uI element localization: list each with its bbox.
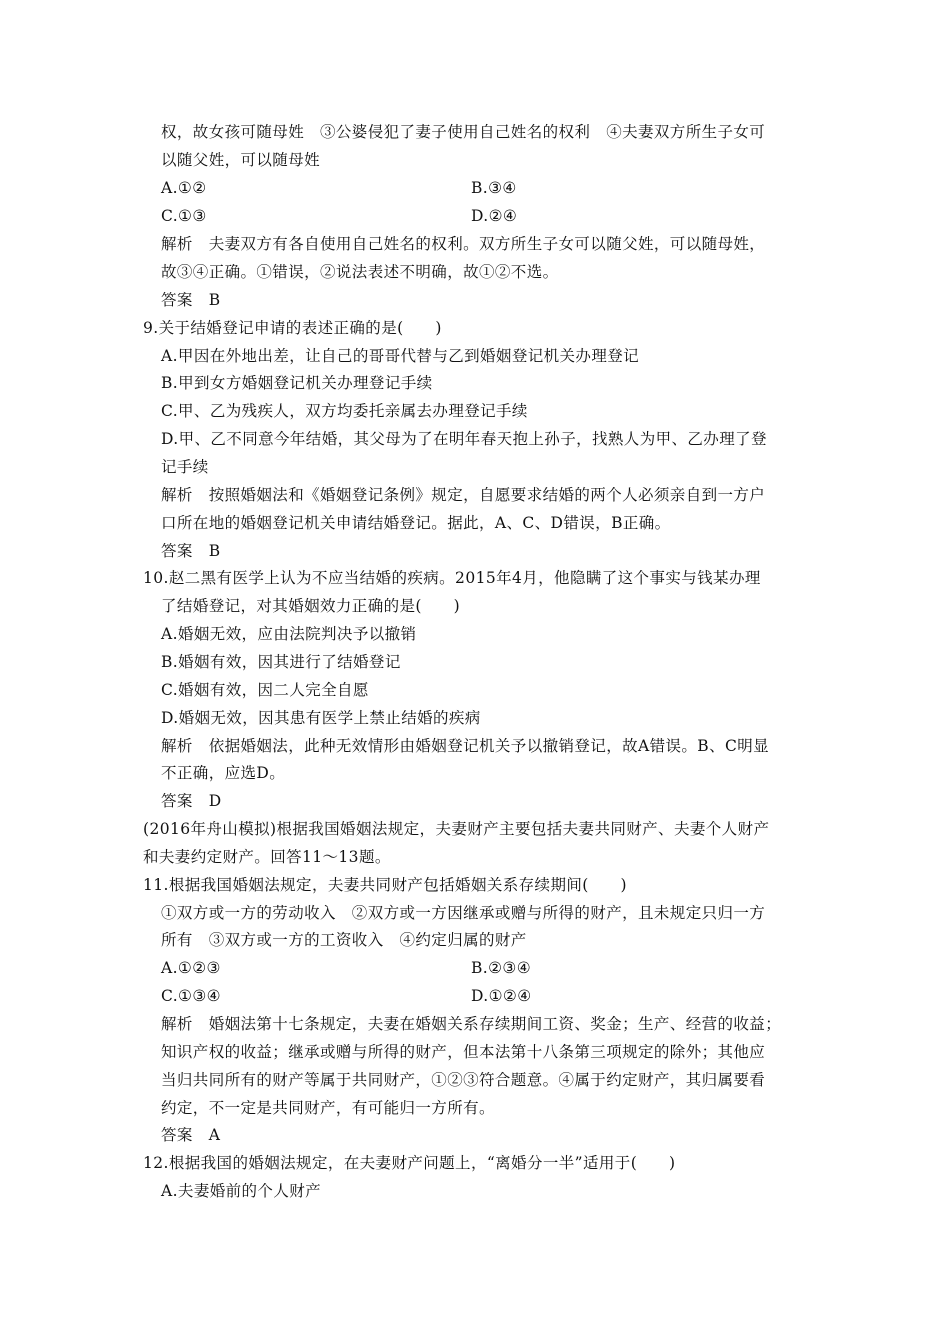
text-line: 以随父姓，可以随母姓 — [161, 151, 321, 169]
answer-line: 答案 B — [161, 542, 221, 560]
option-b: B.婚姻有效，因其进行了结婚登记 — [161, 653, 401, 671]
analysis-line: 约定，不一定是共同财产，有可能归一方所有。 — [161, 1099, 495, 1117]
option-a: A.夫妻婚前的个人财产 — [161, 1182, 322, 1200]
option-c: C.婚姻有效，因二人完全自愿 — [161, 681, 369, 699]
option-c: C.①③ — [161, 207, 207, 225]
option-a: A.婚姻无效，应由法院判决予以撤销 — [161, 625, 417, 643]
intro-line: (2016年舟山模拟)根据我国婚姻法规定，夫妻财产主要包括夫妻共同财产、夫妻个人财产 — [143, 820, 770, 838]
analysis-line: 口所在地的婚姻登记机关申请结婚登记。据此，A、C、D错误，B正确。 — [161, 514, 671, 532]
option-b: B.②③④ — [471, 959, 532, 977]
option-d-cont: 记手续 — [161, 458, 209, 476]
question-12: 12.根据我国的婚姻法规定，在夫妻财产问题上，“离婚分一半”适用于( ) — [143, 1154, 676, 1172]
option-a: A.①② — [161, 179, 207, 197]
option-a: A.甲因在外地出差，让自己的哥哥代替与乙到婚姻登记机关办理登记 — [161, 347, 640, 365]
text-line: 权，故女孩可随母姓 ③公婆侵犯了妻子使用自己姓名的权利 ④夫妻双方所生子女可 — [161, 123, 766, 141]
analysis-line: 解析 婚姻法第十七条规定，夫妻在婚姻关系存续期间工资、奖金；生产、经营的收益； — [161, 1015, 782, 1033]
analysis-line: 故③④正确。①错误，②说法表述不明确，故①②不选。 — [161, 263, 559, 281]
question-11: 11.根据我国婚姻法规定，夫妻共同财产包括婚姻关系存续期间( ) — [143, 876, 627, 894]
analysis-line: 解析 依据婚姻法，此种无效情形由婚姻登记机关予以撤销登记，故A错误。B、C明显 — [161, 737, 770, 755]
option-c: C.甲、乙为残疾人，双方均委托亲属去办理登记手续 — [161, 402, 528, 420]
statement-line: ①双方或一方的劳动收入 ②双方或一方因继承或赠与所得的财产，且未规定只归一方 — [161, 904, 766, 922]
analysis-line: 不正确，应选D。 — [161, 764, 286, 782]
intro-line: 和夫妻约定财产。回答11～13题。 — [143, 848, 391, 866]
option-d: D.甲、乙不同意今年结婚，其父母为了在明年春天抱上孙子，找熟人为甲、乙办理了登 — [161, 430, 767, 448]
analysis-line: 当归共同所有的财产等属于共同财产，①②③符合题意。④属于约定财产，其归属要看 — [161, 1071, 766, 1089]
statement-line: 所有 ③双方或一方的工资收入 ④约定归属的财产 — [161, 931, 527, 949]
answer-line: 答案 A — [161, 1126, 221, 1144]
option-c: C.①③④ — [161, 987, 221, 1005]
analysis-line: 解析 夫妻双方有各自使用自己姓名的权利。双方所生子女可以随父姓，可以随母姓， — [161, 235, 766, 253]
question-9: 9.关于结婚登记申请的表述正确的是( ) — [143, 319, 442, 337]
analysis-line: 解析 按照婚姻法和《婚姻登记条例》规定，自愿要求结婚的两个人必须亲自到一方户 — [161, 486, 766, 504]
option-b: B.甲到女方婚姻登记机关办理登记手续 — [161, 374, 433, 392]
answer-line: 答案 D — [161, 792, 222, 810]
answer-line: 答案 B — [161, 291, 221, 309]
question-10-cont: 了结婚登记，对其婚姻效力正确的是( ) — [161, 597, 461, 615]
option-d: D.②④ — [471, 207, 518, 225]
option-b: B.③④ — [471, 179, 517, 197]
question-10: 10.赵二黑有医学上认为不应当结婚的疾病。2015年4月，他隐瞒了这个事实与钱某办理 — [143, 569, 761, 587]
option-d: D.婚姻无效，因其患有医学上禁止结婚的疾病 — [161, 709, 481, 727]
option-d: D.①②④ — [471, 987, 532, 1005]
analysis-line: 知识产权的收益；继承或赠与所得的财产，但本法第十八条第三项规定的除外；其他应 — [161, 1043, 766, 1061]
option-a: A.①②③ — [161, 959, 221, 977]
